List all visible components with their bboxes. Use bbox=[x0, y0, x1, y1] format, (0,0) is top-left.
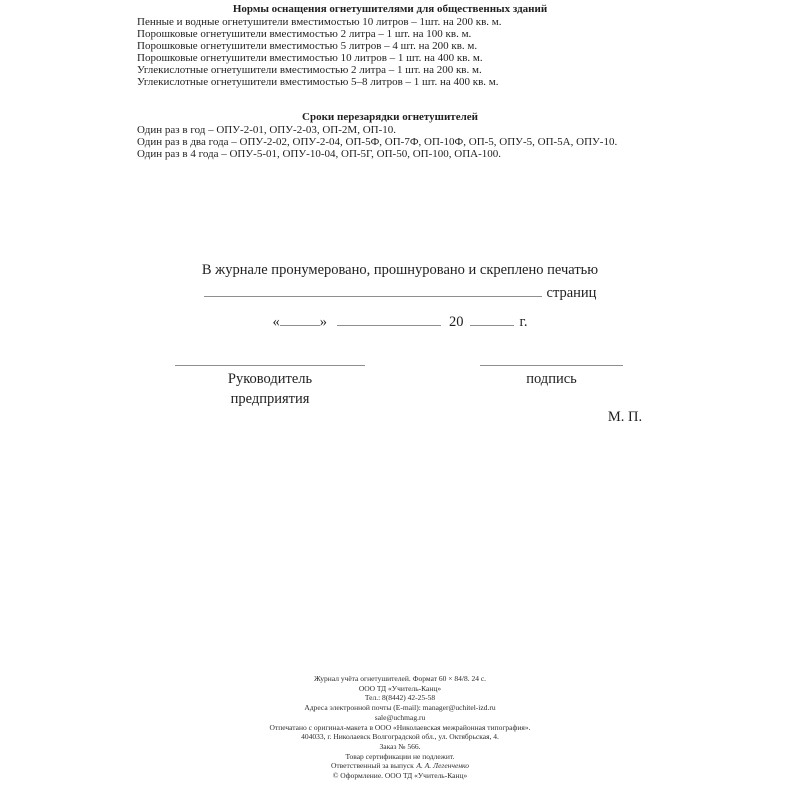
year-suffix: г. bbox=[519, 314, 528, 330]
stamp-place-label: М. П. bbox=[607, 409, 643, 425]
norms-line: Пенные и водные огнетушители вместимостью 10 литров – 1шт. на 200 кв. м. bbox=[137, 16, 502, 28]
imprint-responsible bbox=[0, 761, 800, 771]
imprint-address: 404033, г. Николаевск Волгоградской обл., ул. Октябрьская, 4. bbox=[301, 732, 499, 742]
year-blank bbox=[470, 312, 514, 326]
recharge-line: Один раз в 4 года – ОПУ-5-01, ОПУ-10-04, ОП-5Г, ОП-50, ОП-100, ОПА-100. bbox=[137, 148, 502, 160]
norms-line: Порошковые огнетушители вместимостью 10 литров – 1 шт. на 400 кв. м. bbox=[137, 52, 483, 64]
imprint-certification-note: Товар сертификации не подлежит. bbox=[345, 751, 455, 761]
norms-heading: Нормы оснащения огнетушителями для общественных зданий bbox=[232, 3, 548, 15]
imprint-order-number: Заказ № 566. bbox=[379, 741, 421, 751]
imprint-publisher: ООО ТД «Учитель-Канц» bbox=[358, 683, 442, 693]
imprint-phone: Тел.: 8(8442) 42-25-58 bbox=[364, 693, 436, 703]
day-blank bbox=[280, 312, 320, 326]
imprint-printing-house: Отпечатано с оригинал-макета в ООО «Николаевская межрайонная типография». bbox=[269, 722, 531, 732]
pages-count-blank bbox=[204, 283, 542, 297]
pages-label: страниц bbox=[546, 285, 597, 301]
imprint-block bbox=[0, 674, 800, 781]
norms-line: Углекислотные огнетушители вместимостью 5–8 литров – 1 шт. на 400 кв. м. bbox=[137, 76, 499, 88]
certification-block bbox=[0, 262, 800, 331]
imprint-email-1: Адреса электронной почты (E-mail): manager@uchitel-izd.ru bbox=[304, 703, 496, 713]
recharge-line: Один раз в год – ОПУ-2-01, ОПУ-2-03, ОП-2М, ОП-10. bbox=[137, 124, 396, 136]
norms-section bbox=[137, 3, 643, 88]
responsible-name: А. А. Легенченко bbox=[416, 761, 470, 771]
recharge-heading: Сроки перезарядки огнетушителей bbox=[302, 111, 478, 123]
certification-statement: В журнале пронумеровано, прошнуровано и скреплено печатью bbox=[201, 262, 599, 278]
director-label-line1: Руководитель bbox=[227, 371, 313, 387]
norms-line: Порошковые огнетушители вместимостью 2 литра – 1 шт. на 100 кв. м. bbox=[137, 28, 472, 40]
director-label-line2: предприятия bbox=[230, 391, 310, 407]
recharge-line: Один раз в два года – ОПУ-2-02, ОПУ-2-04, ОП-5Ф, ОП-7Ф, ОП-10Ф, ОП-5, ОПУ-5, ОП-5А, ОПУ-10. bbox=[137, 136, 618, 148]
recharge-section bbox=[137, 111, 643, 160]
open-quote: « bbox=[272, 314, 280, 330]
norms-line: Углекислотные огнетушители вместимостью 2 литра – 1 шт. на 200 кв. м. bbox=[137, 64, 482, 76]
imprint-title-format: Журнал учёта огнетушителей. Формат 60 × 84/8. 24 с. bbox=[313, 674, 487, 683]
year-century: 20 bbox=[449, 314, 464, 330]
close-quote: » bbox=[319, 314, 328, 330]
norms-line: Порошковые огнетушители вместимостью 5 литров – 4 шт. на 200 кв. м. bbox=[137, 40, 478, 52]
signature-label: подпись bbox=[526, 371, 577, 387]
responsible-label: Ответственный за выпуск bbox=[330, 761, 414, 771]
month-blank bbox=[337, 312, 441, 326]
pages-line bbox=[0, 283, 800, 302]
director-signature-line bbox=[175, 365, 365, 366]
imprint-copyright: © Оформление. ООО ТД «Учитель-Канц» bbox=[332, 771, 468, 781]
imprint-email-2: sale@uchmag.ru bbox=[374, 712, 426, 722]
signature-line bbox=[480, 365, 623, 366]
date-line bbox=[0, 312, 800, 331]
